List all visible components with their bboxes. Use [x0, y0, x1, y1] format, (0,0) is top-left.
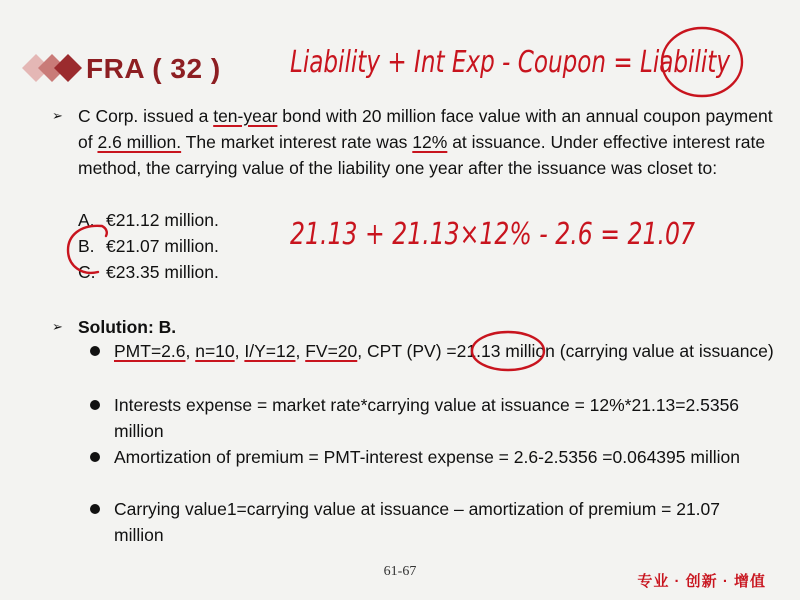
option-b-circle-mark — [62, 222, 112, 278]
option-b: B. €21.07 million. — [78, 236, 219, 256]
underline-ten-year: ten-year — [213, 106, 278, 126]
underline-rate: 12% — [412, 132, 448, 152]
solution-bullet-arrow: ➢ — [52, 319, 63, 334]
footer-slogan: 专业 · 创新 · 增值 — [637, 573, 766, 590]
option-c: C. €23.35 million. — [78, 262, 219, 282]
pv-result: =21.13 — [446, 341, 501, 361]
solution-item-3: Amortization of premium = PMT-interest expense = 2.6-2.5356 =0.064395 million — [114, 447, 740, 467]
slide-title: FRA ( 32 ) — [86, 53, 221, 84]
title-diamonds-decoration — [8, 50, 86, 86]
solution-bullet-3 — [90, 452, 100, 462]
solution-item-4: Carrying value1=carrying value at issuance – amortization of premium = 21.07 million — [114, 499, 721, 545]
handwritten-calculation-text: 21.13 + 21.13×12% - 2.6 = 21.07 — [290, 217, 695, 252]
handwritten-formula-note — [280, 18, 780, 98]
underline-coupon: 2.6 million. — [97, 132, 182, 152]
solution-bullet-4 — [90, 504, 100, 514]
solution-heading: Solution: B. — [78, 317, 177, 337]
solution-item-1: PMT=2.6, n=10, I/Y=12, FV=20, CPT (PV) =21.13 million (carrying value at issuance) — [114, 341, 774, 361]
question-text: C Corp. issued a ten-year bond with 20 million face value with an annual coupon payment of 2.6 million. The market interest rate was 12% at issuance. Under effective interest rate method, the carrying value of the liability one year after the issuance was closet to: — [78, 106, 773, 178]
solution-bullet-2 — [90, 400, 100, 410]
handwritten-calculation — [285, 200, 715, 260]
option-a: A. €21.12 million. — [78, 210, 219, 230]
question-bullet-arrow: ➢ — [52, 108, 63, 123]
solution-bullet-1 — [90, 346, 100, 356]
pv-result-circle-mark — [468, 328, 552, 374]
solution-item-2: Interests expense = market rate*carrying value at issuance = 12%*21.13=2.5356 million — [114, 395, 740, 441]
page-number: 61-67 — [383, 564, 417, 579]
handwritten-formula-text: Liability + Int Exp - Coupon = Liability — [290, 45, 731, 80]
